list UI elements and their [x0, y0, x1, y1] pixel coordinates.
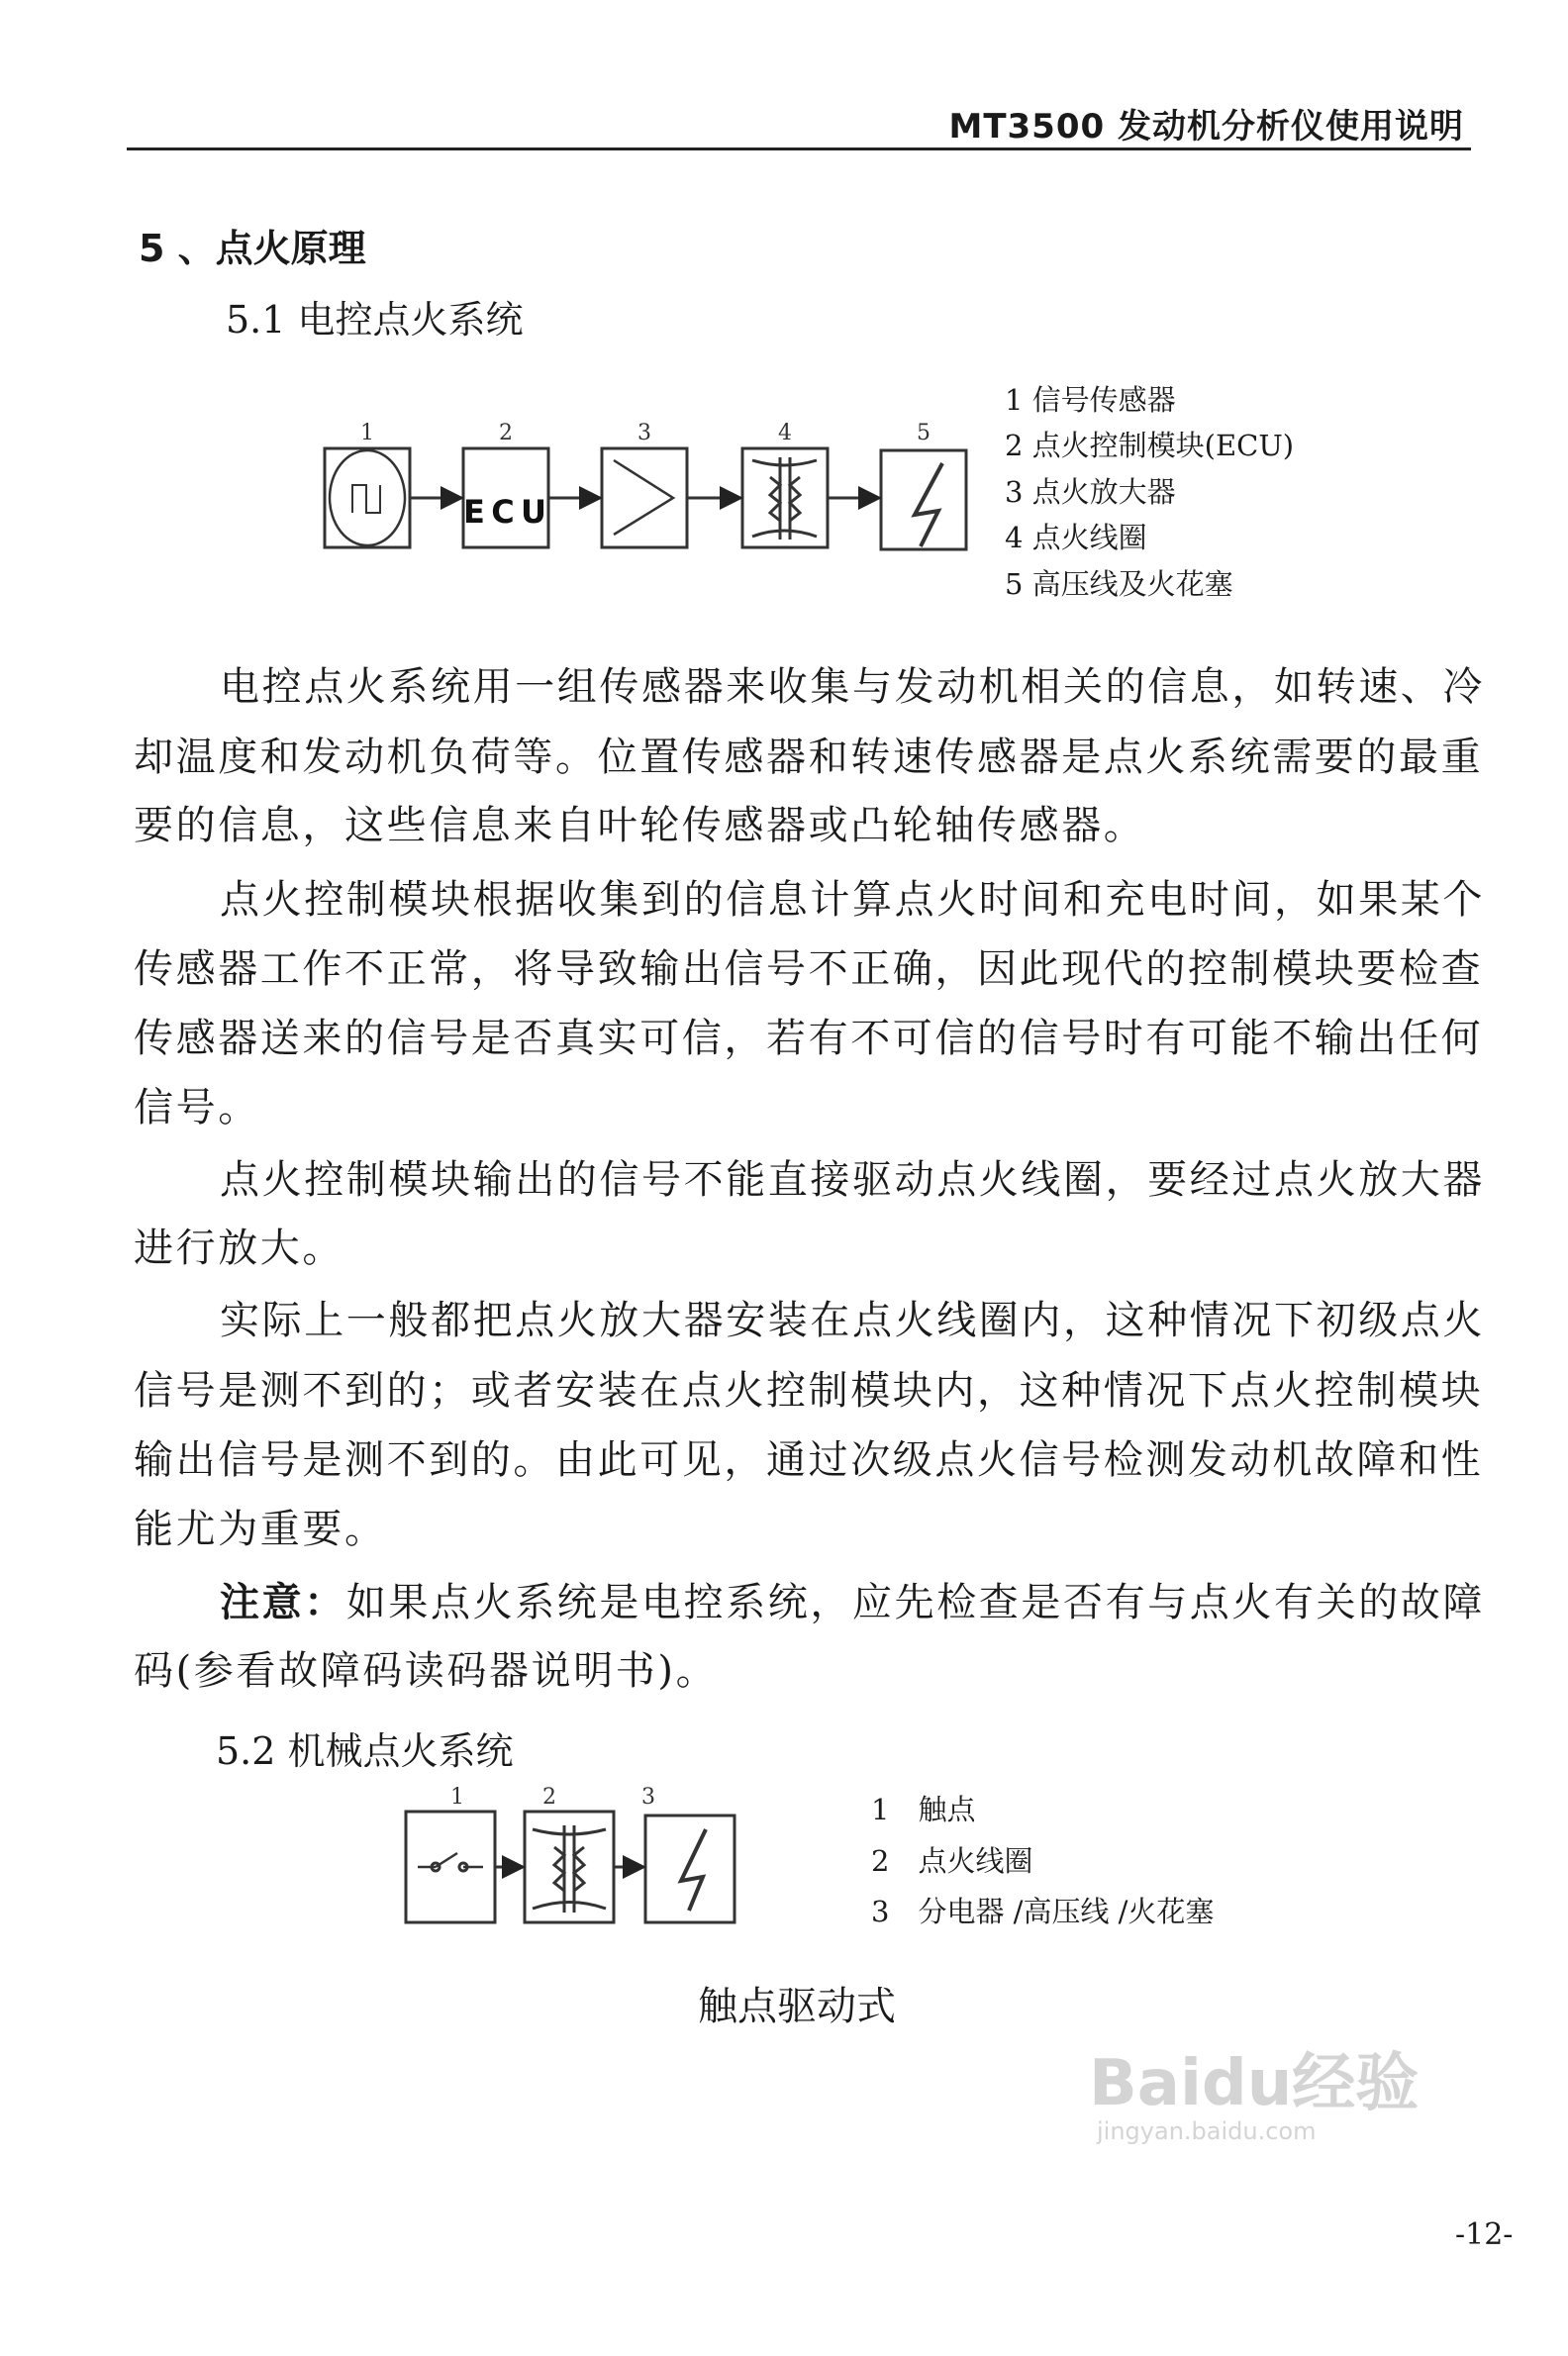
diagram-caption: 触点驱动式 [698, 1984, 896, 2029]
legend-item: 3 分电器 /高压线 /火花塞 [871, 1895, 1215, 1928]
header-divider [127, 147, 1471, 150]
subsection-heading-5-2: 5.2 机械点火系统 [216, 1729, 514, 1773]
note-label: 注意： [220, 1580, 346, 1625]
paragraph-line: 信号是测不到的；或者安装在点火控制模块内，这种情况下点火控制模块 [134, 1368, 1484, 1414]
note-line: 码(参看故障码读码器说明书)。 [134, 1648, 719, 1694]
paragraph-line: 输出信号是测不到的。由此可见，通过次级点火信号检测发动机故障和性 [134, 1437, 1484, 1483]
ecu-label: ECU [463, 493, 546, 531]
paragraph-line: 进行放大。 [134, 1226, 344, 1271]
block-number: 1 [450, 1785, 464, 1810]
paragraph-line: 点火控制模块根据收集到的信息计算点火时间和充电时间，如果某个 [220, 877, 1485, 923]
block-number: 2 [542, 1785, 556, 1810]
legend-item: 4 点火线圈 [1005, 521, 1147, 554]
note-line [220, 1579, 1485, 1626]
legend-item: 3 点火放大器 [1005, 475, 1176, 509]
block-number: 2 [499, 421, 513, 445]
legend-item: 1 触点 [871, 1793, 976, 1826]
legend-item: 2 点火线圈 [871, 1844, 1033, 1878]
block-number: 4 [778, 421, 792, 445]
paragraph-line: 能尤为重要。 [134, 1507, 387, 1552]
subsection-heading-5-1: 5.1 电控点火系统 [226, 298, 524, 342]
paragraph-line: 传感器工作不正常，将导致输出信号不正确，因此现代的控制模块要检查 [134, 946, 1484, 992]
paragraph-line: 电控点火系统用一组传感器来收集与发动机相关的信息，如转速、冷 [220, 664, 1485, 710]
watermark-url: jingyan.baidu.com [1097, 2117, 1317, 2146]
paragraph-line: 点火控制模块输出的信号不能直接驱动点火线圈，要经过点火放大器 [220, 1157, 1485, 1203]
paragraph-line: 实际上一般都把点火放大器安装在点火线圈内，这种情况下初级点火 [220, 1298, 1485, 1343]
ecu-ignition-block-diagram [317, 416, 970, 564]
section-heading: 5 、点火原理 [139, 227, 366, 270]
paragraph-line: 要的信息，这些信息来自叶轮传感器或凸轮轴传感器。 [134, 803, 1146, 848]
note-text: 如果点火系统是电控系统，应先检查是否有与点火有关的故障 [345, 1580, 1486, 1625]
block-number: 1 [360, 421, 374, 445]
legend-item: 2 点火控制模块(ECU) [1005, 429, 1295, 462]
paragraph-line: 传感器送来的信号是否真实可信，若有不可信的信号时有可能不输出任何 [134, 1016, 1484, 1061]
paragraph-line: 信号。 [134, 1085, 260, 1130]
block-number: 5 [917, 421, 931, 445]
paragraph-line: 却温度和发动机负荷等。位置传感器和转速传感器是点火系统需要的最重 [134, 735, 1484, 780]
page-header-title: MT3500 发动机分析仪使用说明 [948, 107, 1464, 147]
block-number: 3 [641, 1785, 655, 1810]
watermark-brand: Baidu经验 [1089, 2047, 1420, 2120]
block-number: 3 [637, 421, 651, 445]
legend-item: 5 高压线及火花塞 [1005, 567, 1233, 601]
page-number: -12- [1455, 2217, 1514, 2252]
baidu-watermark [1089, 2049, 1419, 2145]
contact-ignition-block-diagram [396, 1782, 851, 1930]
legend-item: 1 信号传感器 [1005, 383, 1176, 417]
